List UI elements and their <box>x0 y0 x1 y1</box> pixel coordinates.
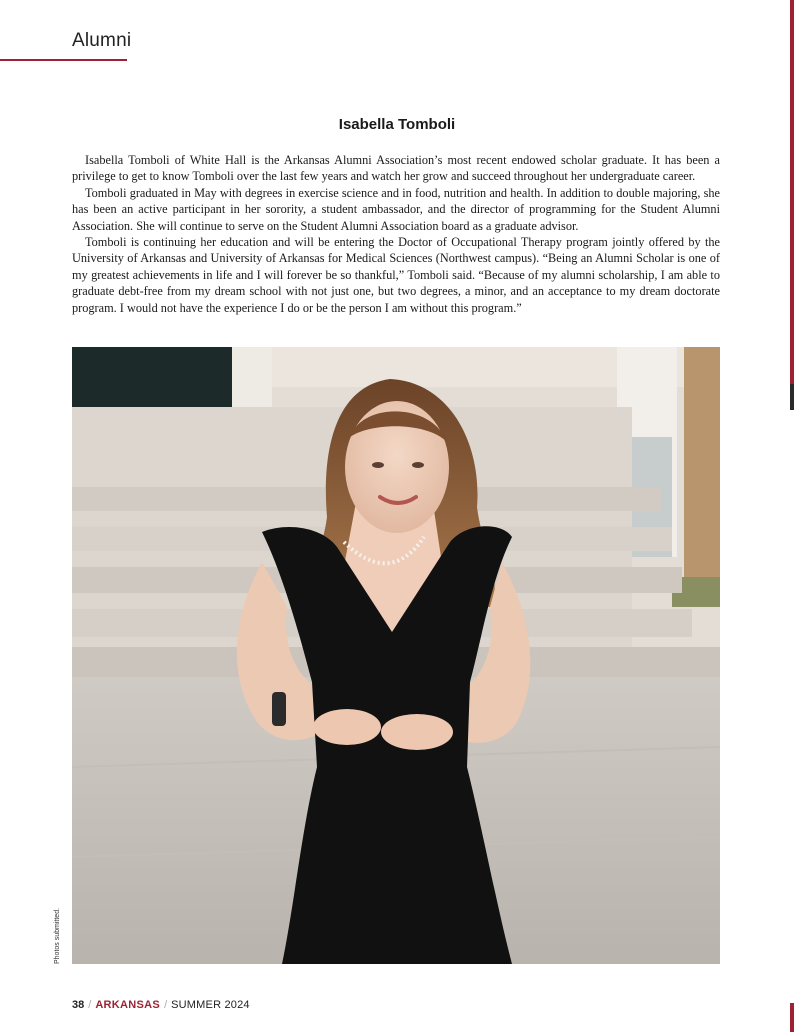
article-title: Isabella Tomboli <box>338 116 456 133</box>
footer-separator: / <box>164 999 168 1011</box>
edge-dark-bar <box>790 384 794 410</box>
article-paragraph: Tomboli graduated in May with degrees in exercise science and in food, nutrition and health. In addition to double majoring, she has been an active participant in her sorority, a student ambassador, and the director of programming for the Student Alumni Association. She will continue to serve on the Student Alumni Association board as a graduate advisor. <box>72 185 720 233</box>
section-label: Alumni <box>72 30 132 51</box>
page-number: 38 <box>72 999 85 1011</box>
edge-bottom-bar <box>790 1003 794 1032</box>
article-paragraph: Isabella Tomboli of White Hall is the Arkansas Alumni Association’s most recent endowed scholar graduate. It has been a privilege to get to know Tomboli over the last few years and watch her grow and succeed throughout her undergraduate career. <box>72 153 720 184</box>
edge-accent-bar <box>790 0 794 384</box>
article-paragraph: Tomboli is continuing her education and will be entering the Doctor of Occupational Therapy program jointly offered by the University of Arkansas and University of Arkansas for Medical Sciences (Northwest campus). “Being an Alumni Scholar is one of my greatest achievements in life and I will forever be so thankful,” Tomboli said. “Because of my alumni scholarship, I am able to graduate debt-free from my dream school with not just one, but two degrees, a minor, and an acceptance to my dream doctorate program. I would not have the experience I do or be the person I am without this program.” <box>72 235 720 315</box>
footer-separator: / <box>88 999 92 1011</box>
publication-name: ARKANSAS <box>95 999 161 1011</box>
article-body <box>72 152 720 316</box>
photo-credit: Photos submitted. <box>54 907 61 964</box>
page-footer <box>72 999 250 1011</box>
portrait-photo <box>72 347 720 964</box>
issue-date: SUMMER 2024 <box>171 999 250 1011</box>
section-rule <box>0 59 127 61</box>
